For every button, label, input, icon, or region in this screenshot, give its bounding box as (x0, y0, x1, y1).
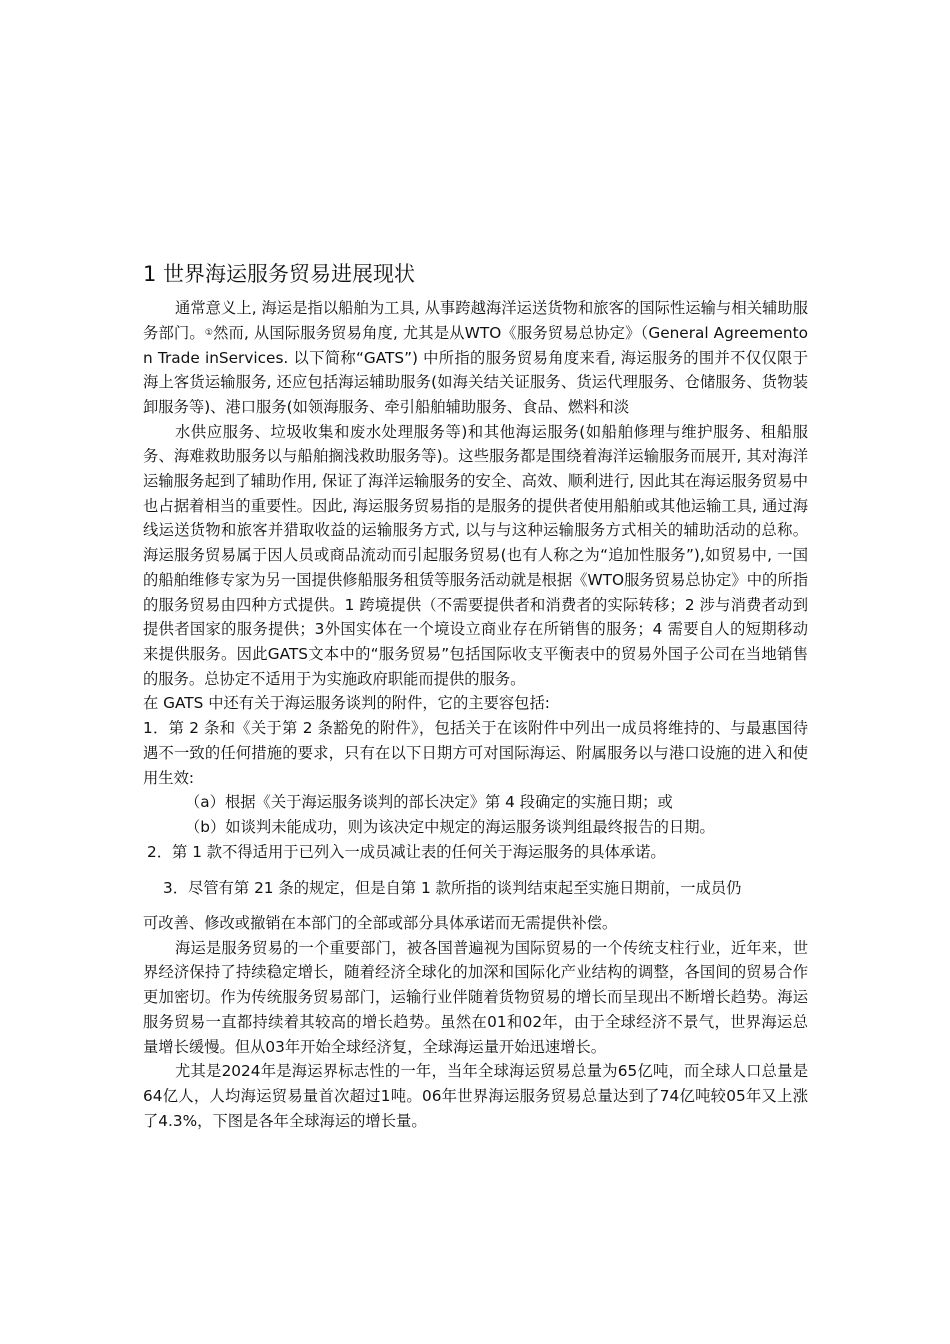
document-body (143, 257, 808, 1133)
paragraph-intro (143, 296, 808, 420)
paragraph-trade-growth: 海运是服务贸易的一个重要部门，被各国普遍视为国际贸易的一个传统支柱行业，近年来，世界经济保持了持续稳定增长，随着经济全球化的加深和国际化产业结构的调整，各国间的贸易合作更加密切。作为传统服务贸易部门，运输行业伴随着货物贸易的增长而呈现出不断增长趋势。海运服务贸易一直都持续着其较高的增长趋势。虽然在01和02年，由于全球经济不景气，世界海运总量增长缓慢。但从03年开始全球经济复，全球海运量开始迅速增长。 (143, 938, 808, 1056)
paragraph-gats-annex: 在 GATS 中还有关于海运服务谈判的附件，它的主要容包括: (143, 694, 550, 713)
paragraph-scope: 水供应服务、垃圾收集和废水处理服务等)和其他海运服务(如船舶修理与维护服务、租船服务、海难救助服务以与船舶搁浅救助服务等)。这些服务都是围绕着海洋运输服务而展开, 其对海洋运输服务起到了辅助作用, 保证了海洋运输服务的安全、高效、顺利进行, 因此其在海运服务贸易中也占据着相当的重要性。因此, 海运服务贸易指的是服务的提供者使用船舶或其他运输工具, 通过海线运送货物和旅客并猎取收益的运输服务方式, 以与与这种运输服务方式相关的辅助活动的总称。海运服务贸易属于因人员或商品流动而引起服务贸易(也有人称之为“追加性服务”),如贸易中, 一国的船舶维修专家为另一国提供修船服务租赁等服务活动就是根据《WTO服务贸易总协定》中的所指的服务贸易由四种方式提供。1 跨境提供（不需要提供者和消费者的实际转移；2 涉与消费者动到提供者国家的服务提供；3外国实体在一个境设立商业存在所销售的服务；4 需要自人的短期移动来提供服务。因此GATS文本中的“服务贸易”包括国际收支平衡表中的贸易外国子公司在当地销售的服务。总协定不适用于为实施政府职能而提供的服务。 (143, 422, 808, 688)
list-item-1a: （a）根据《关于海运服务谈判的部长决定》第 4 段确定的实施日期；或 (185, 793, 673, 812)
paragraph-volume-2024: 尤其是2024年是海运界标志性的一年，当年全球海运贸易总量为65亿吨，而全球人口总量是64亿人，人均海运贸易量首次超过1吨。06年世界海运服务贸易总量达到了74亿吨较05年又上涨了4.3%，下图是各年全球海运的增长量。 (143, 1062, 808, 1130)
paragraph-intro-text-2: 然而, 从国际服务贸易角度, 尤其是从WTO《服务贸易总协定》（General Agreementon Trade inServices. 以下简称“GATS”) 中所指的服务贸易角度来看, 海运服务的围并不仅仅限于海上客货运输服务, 还应包括海运辅助服务(如海关结关证服务、货运代理服务、仓储服务、货物装卸服务等)、港口服务(如领海服务、牵引船舶辅助服务、食品、燃料和淡 (143, 323, 808, 416)
list-item-1b: （b）如谈判未能成功，则为该决定中规定的海运服务谈判组最终报告的日期。 (185, 817, 715, 836)
list-item-2: 2．第 1 款不得适用于已列入一成员减让表的任何关于海运服务的具体承诺。 (147, 842, 666, 861)
list-item-3-continued: 可改善、修改或撤销在本部门的全部或部分具体承诺而无需提供补偿。 (143, 914, 618, 933)
paragraph-intro-text-1: 通常意义上, 海运是指以船舶为工具, 从事跨越海洋运送货物和旅客的国际性运输与相关辅助服务部门。 (143, 299, 808, 342)
footnote-marker: ① (204, 327, 214, 338)
list-item-3: 3．尽管有第 21 条的规定，但是自第 1 款所指的谈判结束起至实施日期前，一成员仍 (163, 879, 742, 898)
section-heading: 1 世界海运服务贸易进展现状 (143, 262, 416, 286)
list-item-1: 1．第 2 条和《关于第 2 条豁免的附件》，包括关于在该附件中列出一成员将维持的、与最惠国待遇不一致的任何措施的要求，只有在以下日期方可对国际海运、附属服务以与港口设施的进入和使用生效: (143, 719, 808, 787)
